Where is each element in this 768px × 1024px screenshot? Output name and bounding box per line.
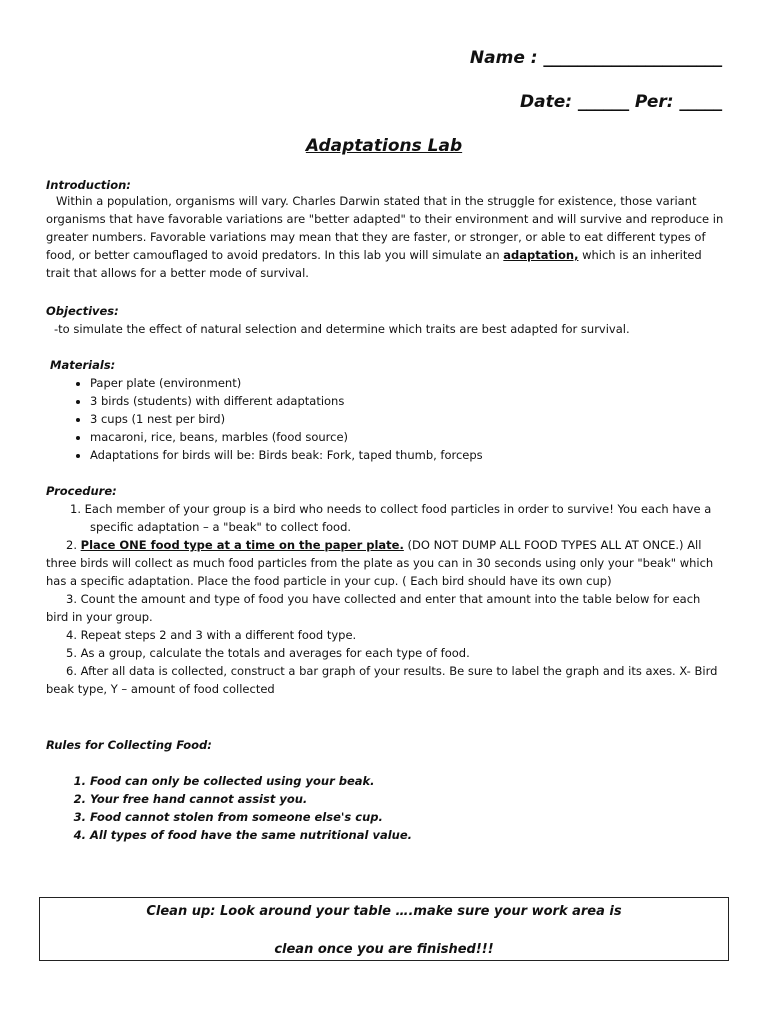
procedure-step-3: 3. Count the amount and type of food you have collected and enter that amount into the table below for each bird in your group. [46, 592, 701, 624]
materials-list [62, 374, 710, 464]
objectives-text: -to simulate the effect of natural selection and determine which traits are best adapted for survival. [54, 322, 630, 336]
procedure-step-4: 4. Repeat steps 2 and 3 with a different food type. [66, 628, 357, 642]
materials-heading: Materials: [50, 358, 116, 372]
list-item: • 3 cups (1 nest per bird) [90, 410, 710, 428]
objectives-heading: Objectives: [46, 304, 119, 318]
cleanup-box [39, 897, 729, 961]
list-item: • Adaptations for birds will be: Birds beak: Fork, taped thumb, forceps [90, 446, 710, 464]
list-item: • macaroni, rice, beans, marbles (food source) [90, 428, 710, 446]
intro-text-part: which is an inherited trait that allows for a better mode of survival. [46, 248, 702, 280]
list-item: 3. Food cannot stolen from someone else's cup. [90, 808, 710, 826]
adaptation-term: adaptation, [503, 248, 579, 262]
rules-heading: Rules for Collecting Food: [46, 738, 212, 752]
step-number: 2. [66, 538, 81, 552]
list-item: 4. All types of food have the same nutritional value. [90, 826, 710, 844]
procedure-step-2 [46, 536, 726, 590]
procedure-heading: Procedure: [46, 484, 117, 498]
cleanup-line-2: clean once you are finished!!! [274, 942, 494, 957]
introduction-text [46, 192, 726, 282]
rules-list [66, 772, 710, 844]
intro-text-part: Within a population, organisms will vary. Charles Darwin stated that in the struggle for existence, those variant organisms that have favorable variations are "better adapted" to their environment and will survive and reproduce in greater numbers. Favorable variations may mean that they are faster, or stronger, or able to eat different types of food, or better camouflaged to avoid predators. In this lab you will simulate an [46, 194, 724, 262]
list-item: • 3 birds (students) with different adaptations [90, 392, 710, 410]
list-item: 1. Food can only be collected using your beak. [90, 772, 710, 790]
list-item: 2. Your free hand cannot assist you. [90, 790, 710, 808]
name-field-line: Name : _____________________ [469, 48, 722, 68]
procedure-steps [46, 500, 726, 698]
procedure-step-1: 1. Each member of your group is a bird who needs to collect food particles in order to survive! You each have a specific adaptation – a "beak" to collect food. [70, 502, 712, 534]
step-2-text: (DO NOT DUMP ALL FOOD TYPES ALL AT ONCE.) All three birds will collect as much food particles from the plate as you can in 30 seconds using only your "beak" which has a specific adaptation. Place the food particle in your cup. ( Each bird should have its own cup) [46, 538, 714, 588]
procedure-step-5: 5. As a group, calculate the totals and averages for each type of food. [66, 646, 470, 660]
step-2-emphasis: Place ONE food type at a time on the paper plate. [80, 538, 404, 552]
page-title: Adaptations Lab [305, 136, 463, 156]
date-period-line: Date: ______ Per: _____ [519, 92, 722, 112]
list-item: • Paper plate (environment) [90, 374, 710, 392]
procedure-step-6: 6. After all data is collected, construct a bar graph of your results. Be sure to label the graph and its axes. X- Bird beak type, Y – amount of food collected [46, 664, 718, 696]
introduction-heading: Introduction: [46, 178, 131, 192]
cleanup-line-1: Clean up: Look around your table ….make sure your work area is [146, 904, 622, 919]
